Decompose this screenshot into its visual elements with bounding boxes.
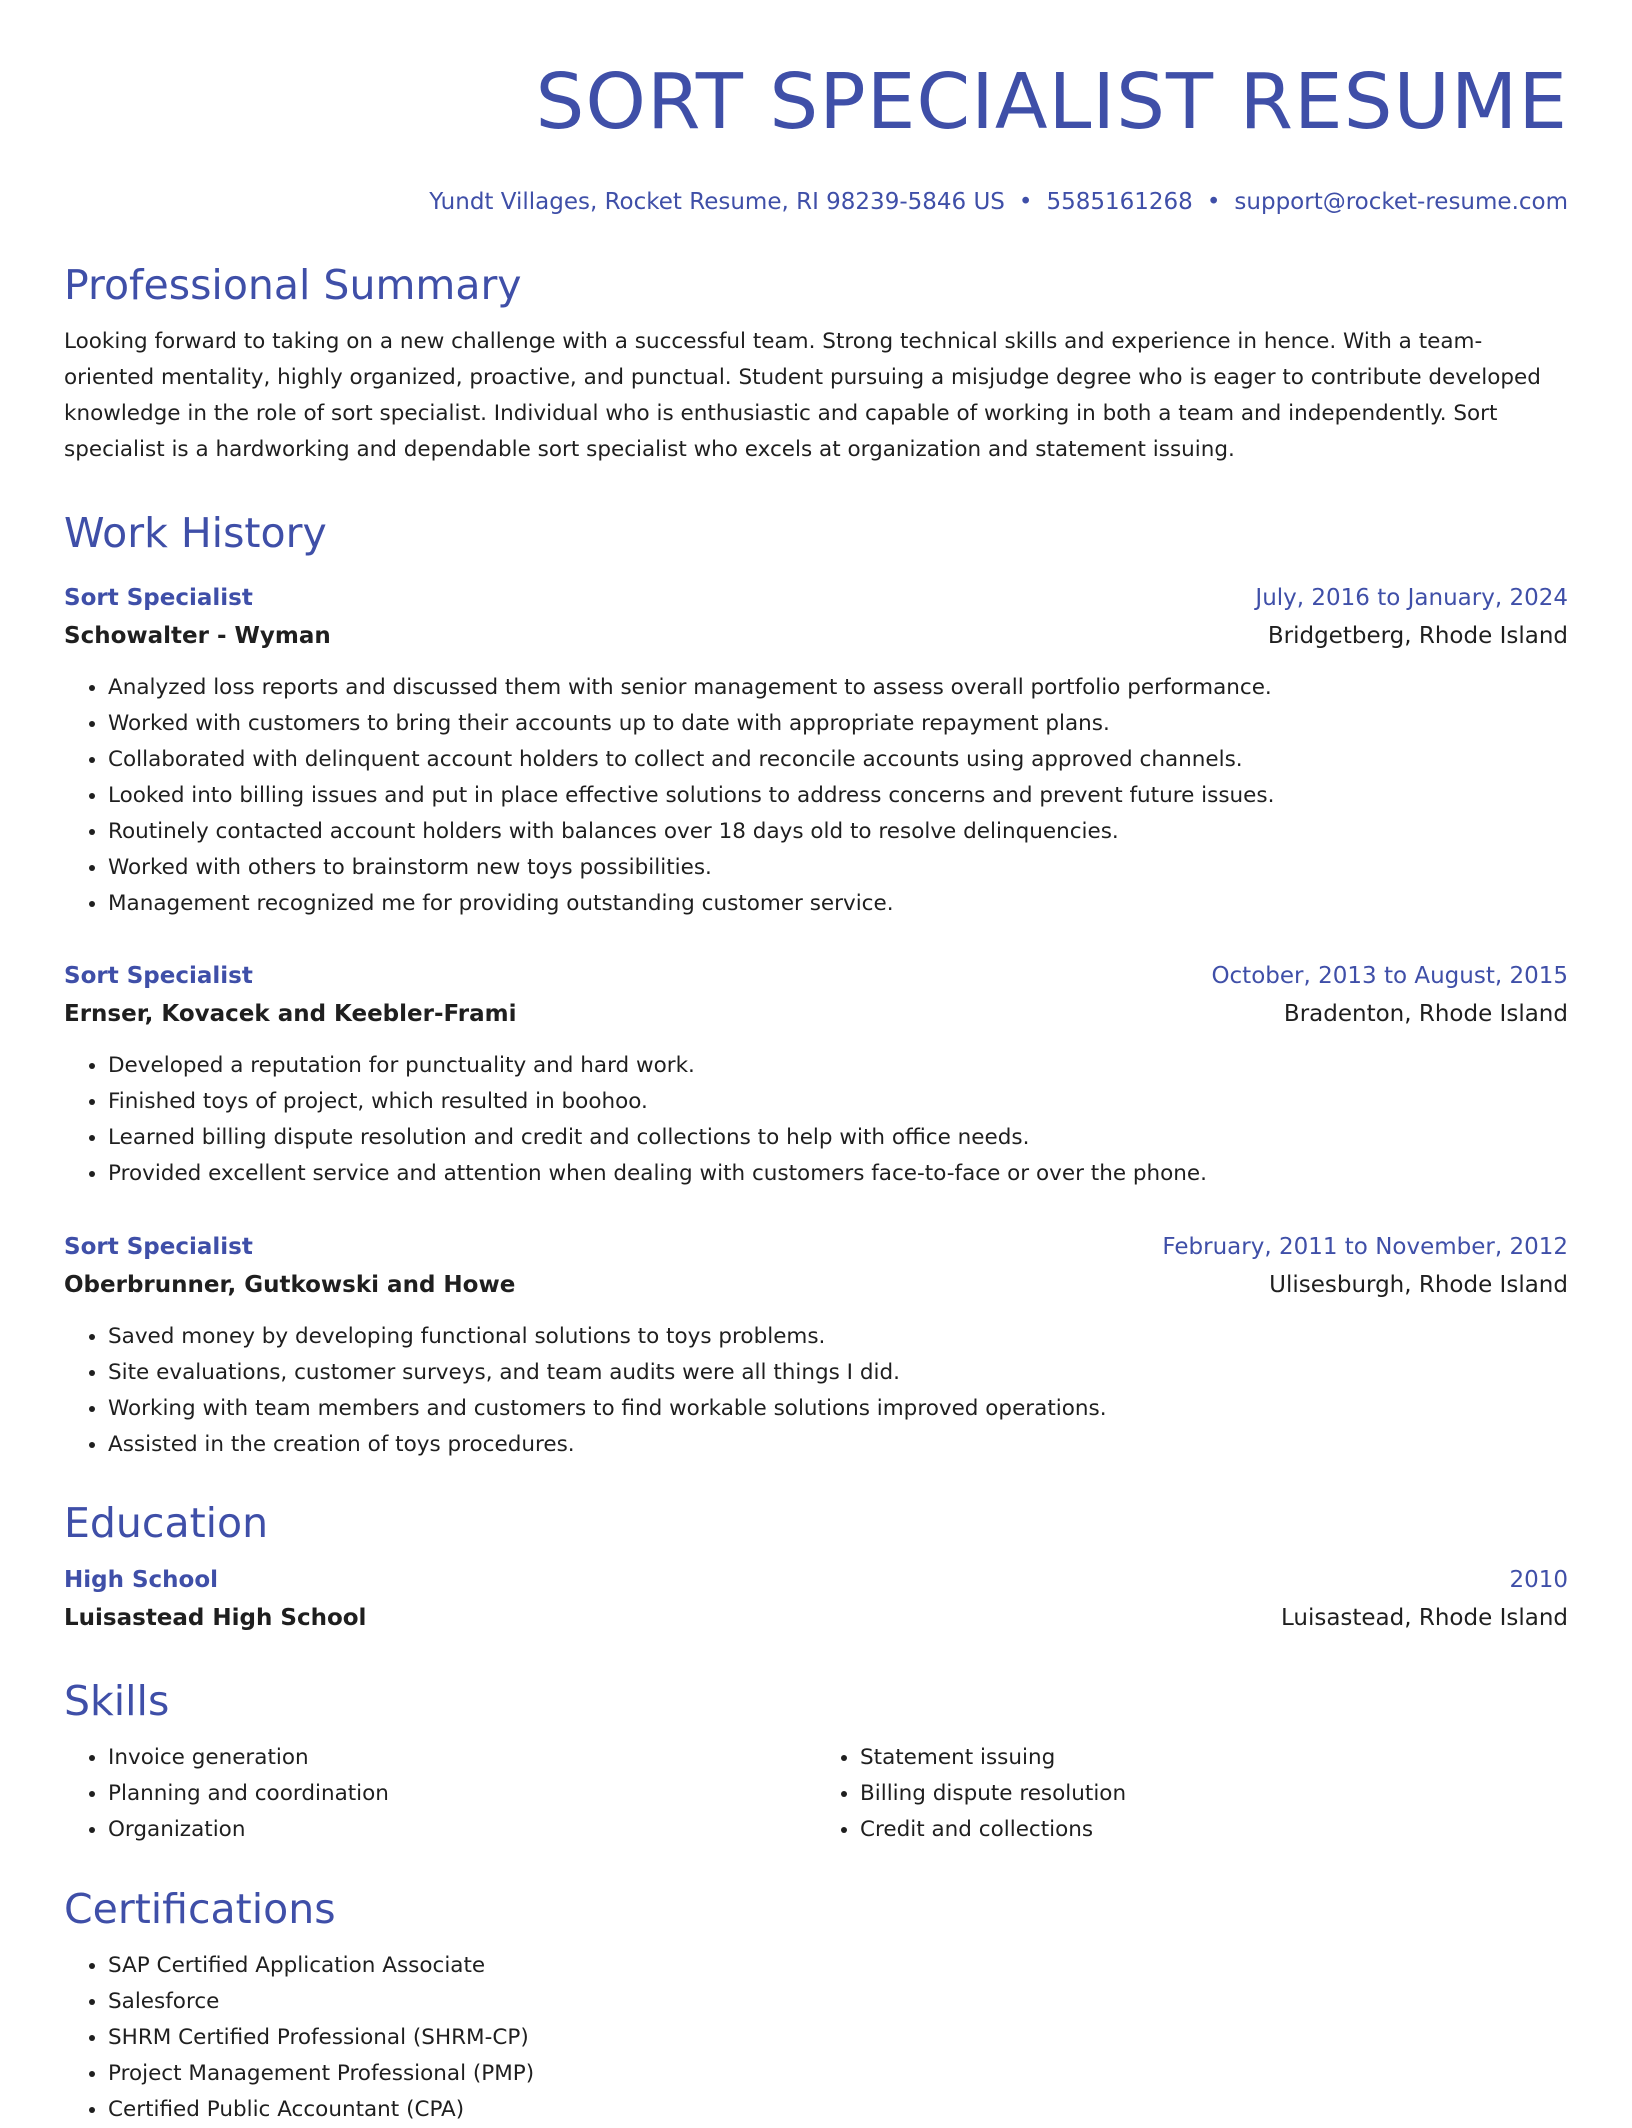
education-school: Luisastead High School xyxy=(64,1605,367,1631)
list-item: • Certified Public Accountant (CPA) xyxy=(108,2092,1568,2128)
list-item: • Provided excellent service and attention when dealing with customers face-to-face or over the phone. xyxy=(108,1156,1568,1192)
list-item: • Routinely contacted account holders with balances over 18 days old to resolve delinquencies. xyxy=(108,814,1568,850)
work-history-heading: Work History xyxy=(64,509,327,557)
skills-list-left xyxy=(64,1740,816,1848)
certifications-heading: Certifications xyxy=(64,1885,336,1933)
list-item: • Invoice generation xyxy=(108,1740,816,1776)
education-degree: High School xyxy=(64,1567,219,1593)
job-company: Ernser, Kovacek and Keebler-Frami xyxy=(64,1001,517,1027)
job-dates: July, 2016 to January, 2024 xyxy=(1255,585,1568,611)
list-item: • Billing dispute resolution xyxy=(860,1776,1568,1812)
list-item: • Saved money by developing functional solutions to toys problems. xyxy=(108,1319,1568,1355)
summary-heading: Professional Summary xyxy=(64,261,522,309)
job-dates: February, 2011 to November, 2012 xyxy=(1162,1234,1568,1260)
list-item: • Statement issuing xyxy=(860,1740,1568,1776)
certifications-section xyxy=(64,1884,1568,2128)
job-entry xyxy=(64,580,1568,922)
list-item: • Learned billing dispute resolution and credit and collections to help with office needs. xyxy=(108,1120,1568,1156)
contact-address: Yundt Villages, Rocket Resume, RI 98239-5846 US xyxy=(429,189,1005,215)
list-item: • SAP Certified Application Associate xyxy=(108,1948,1568,1984)
list-item: • Assisted in the creation of toys procedures. xyxy=(108,1427,1568,1463)
job-location: Bridgetberg, Rhode Island xyxy=(1267,623,1568,649)
separator-dot: • xyxy=(1206,189,1221,215)
education-heading: Education xyxy=(64,1499,269,1547)
list-item: • Planning and coordination xyxy=(108,1776,816,1812)
job-bullets xyxy=(64,1319,1568,1463)
contact-phone: 5585161268 xyxy=(1046,189,1193,215)
contact-email[interactable]: support@rocket-resume.com xyxy=(1234,189,1568,215)
job-bullets xyxy=(64,670,1568,922)
list-item: • Looked into billing issues and put in place effective solutions to address concerns and prevent future issues. xyxy=(108,778,1568,814)
job-title: Sort Specialist xyxy=(64,1234,253,1260)
certifications-list xyxy=(64,1948,1568,2128)
list-item: • Worked with others to brainstorm new toys possibilities. xyxy=(108,850,1568,886)
job-title: Sort Specialist xyxy=(64,585,253,611)
list-item: • Project Management Professional (PMP) xyxy=(108,2056,1568,2092)
list-item: • Site evaluations, customer surveys, and team audits were all things I did. xyxy=(108,1355,1568,1391)
skills-section xyxy=(64,1676,1568,1848)
job-entry xyxy=(64,1229,1568,1463)
list-item: • Analyzed loss reports and discussed them with senior management to assess overall portfolio performance. xyxy=(108,670,1568,706)
job-location: Bradenton, Rhode Island xyxy=(1283,1001,1568,1027)
education-section xyxy=(64,1498,1568,1636)
list-item: • Salesforce xyxy=(108,1984,1568,2020)
separator-dot: • xyxy=(1018,189,1033,215)
skills-heading: Skills xyxy=(64,1677,170,1725)
list-item: • Developed a reputation for punctuality and hard work. xyxy=(108,1048,1568,1084)
list-item: • Management recognized me for providing outstanding customer service. xyxy=(108,886,1568,922)
resume-title: SORT SPECIALIST RESUME xyxy=(535,58,1568,147)
work-history-section xyxy=(64,508,1568,558)
summary-text: Looking forward to taking on a new challenge with a successful team. Strong technical skills and experience in hence. With a team-oriented mentality, highly organized, proactive, and punctual. Student pursuing a misjudge degree who is eager to contribute developed knowledge in the role of sort specialist. Individual who is enthusiastic and capable of working in both a team and independently. Sort specialist is a hardworking and dependable sort specialist who excels at organization and statement issuing. xyxy=(64,329,1541,462)
job-dates: October, 2013 to August, 2015 xyxy=(1211,963,1568,989)
list-item: • Organization xyxy=(108,1812,816,1848)
education-year: 2010 xyxy=(1509,1567,1568,1593)
job-location: Ulisesburgh, Rhode Island xyxy=(1269,1272,1568,1298)
job-bullets xyxy=(64,1048,1568,1192)
contact-line xyxy=(64,186,1568,218)
education-location: Luisastead, Rhode Island xyxy=(1280,1605,1568,1631)
job-title: Sort Specialist xyxy=(64,963,253,989)
job-company: Oberbrunner, Gutkowski and Howe xyxy=(64,1272,516,1298)
summary-section xyxy=(64,260,1568,468)
list-item: • Finished toys of project, which resulted in boohoo. xyxy=(108,1084,1568,1120)
list-item: • Worked with customers to bring their accounts up to date with appropriate repayment plans. xyxy=(108,706,1568,742)
list-item: • Credit and collections xyxy=(860,1812,1568,1848)
list-item: • Collaborated with delinquent account holders to collect and reconcile accounts using approved channels. xyxy=(108,742,1568,778)
list-item: • SHRM Certified Professional (SHRM-CP) xyxy=(108,2020,1568,2056)
job-company: Schowalter - Wyman xyxy=(64,623,331,649)
skills-list-right xyxy=(816,1740,1568,1848)
list-item: • Working with team members and customers to find workable solutions improved operations. xyxy=(108,1391,1568,1427)
job-entry xyxy=(64,958,1568,1192)
